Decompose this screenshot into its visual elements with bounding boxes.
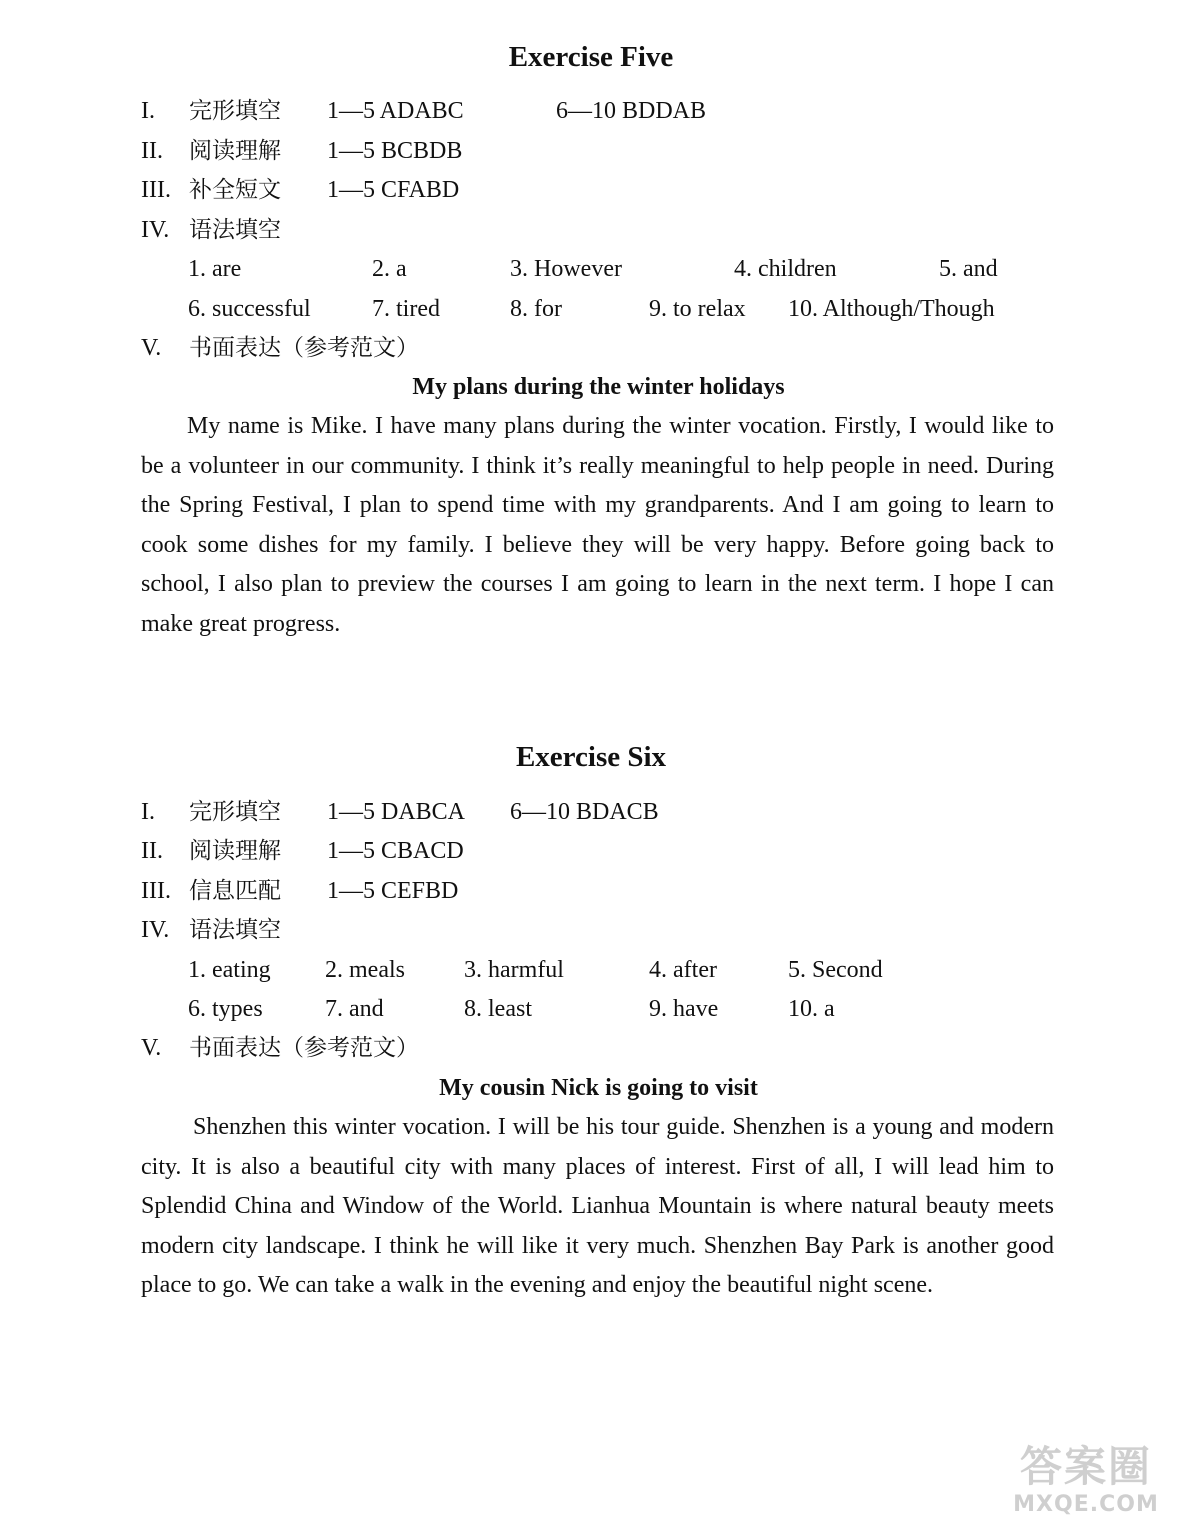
section-answer: 1—5 CBACD xyxy=(327,838,464,864)
grammar-answer: 10. Although/Though xyxy=(788,296,995,322)
section-label: 补全短文 xyxy=(189,177,281,203)
section-roman: I. xyxy=(141,98,155,124)
section-roman: II. xyxy=(141,138,163,164)
section-answer: 6—10 BDDAB xyxy=(556,98,707,124)
section-label: 完形填空 xyxy=(189,799,281,825)
grammar-answer: 3. However xyxy=(510,256,622,282)
grammar-answer: 9. to relax xyxy=(649,296,746,322)
ex6-essay: Shenzhen this winter vocation. I will be his tour guide. Shenzhen is a young and modern city. It is also a beautiful city with many places of interest. First of all, I will lead him to Splendid China and Window of the World. Lianhua Mountain is where natural beauty meets modern city landscape. I think he will like it very much. Shenzhen Bay Park is another good place to go. We can take a walk in the evening and enjoy the beautiful night scene. xyxy=(141,1114,1054,1299)
ex5-essay-title: My plans during the winter holidays xyxy=(412,374,785,400)
grammar-answer: 1. are xyxy=(188,256,242,282)
ex6-essay-title: My cousin Nick is going to visit xyxy=(439,1075,758,1101)
section-roman: II. xyxy=(141,838,163,864)
section-label: 阅读理解 xyxy=(189,838,281,864)
grammar-answer: 4. after xyxy=(649,957,717,983)
grammar-answer: 2. a xyxy=(372,256,407,282)
section-roman: IV. xyxy=(141,217,170,243)
section-label: 书面表达（参考范文） xyxy=(189,335,419,361)
grammar-answer: 5. Second xyxy=(788,957,883,983)
section-roman: III. xyxy=(141,878,171,904)
grammar-answer: 4. children xyxy=(734,256,837,282)
watermark-en: MXQE.COM xyxy=(1013,1492,1159,1517)
grammar-answer: 8. for xyxy=(510,296,562,322)
grammar-answer: 8. least xyxy=(464,996,532,1022)
grammar-answer: 6. successful xyxy=(188,296,311,322)
section-roman: IV. xyxy=(141,917,170,943)
grammar-answer: 3. harmful xyxy=(464,957,564,983)
section-roman: III. xyxy=(141,177,171,203)
grammar-answer: 6. types xyxy=(188,996,263,1022)
section-answer: 1—5 CEFBD xyxy=(327,878,459,904)
section-answer: 1—5 CFABD xyxy=(327,177,460,203)
section-label: 阅读理解 xyxy=(189,138,281,164)
section-label: 完形填空 xyxy=(189,98,281,124)
grammar-answer: 5. and xyxy=(939,256,998,282)
watermark-logo xyxy=(998,1442,1174,1532)
ex5-essay: My name is Mike. I have many plans during the winter vocation. Firstly, I would like to be a volunteer in our community. I think it’s really meaningful to help people in need. During the Spring Festival, I plan to spend time with my grandparents. And I am going to learn to cook some dishes for my family. I believe they will be very happy. Before going back to school, I also plan to preview the courses I am going to learn in the next term. I hope I can make great progress. xyxy=(141,413,1054,637)
grammar-answer: 1. eating xyxy=(188,957,271,983)
section-label: 书面表达（参考范文） xyxy=(189,1035,419,1061)
section-roman: I. xyxy=(141,799,155,825)
grammar-answer: 7. tired xyxy=(372,296,440,322)
section-answer: 1—5 ADABC xyxy=(327,98,464,124)
grammar-answer: 9. have xyxy=(649,996,719,1022)
watermark-cn: 答案圈 xyxy=(1019,1442,1152,1491)
section-label: 语法填空 xyxy=(189,217,281,243)
grammar-answer: 10. a xyxy=(788,996,835,1022)
section-answer: 1—5 DABCA xyxy=(327,799,466,825)
grammar-answer: 7. and xyxy=(325,996,384,1022)
exercise-five-title: Exercise Five xyxy=(508,41,674,73)
section-answer: 6—10 BDACB xyxy=(510,799,659,825)
section-roman: V. xyxy=(141,335,162,361)
section-roman: V. xyxy=(141,1035,162,1061)
exercise-six-title: Exercise Six xyxy=(515,741,667,773)
section-answer: 1—5 BCBDB xyxy=(327,138,463,164)
grammar-answer: 2. meals xyxy=(325,957,405,983)
section-label: 信息匹配 xyxy=(189,878,281,904)
section-label: 语法填空 xyxy=(189,917,281,943)
